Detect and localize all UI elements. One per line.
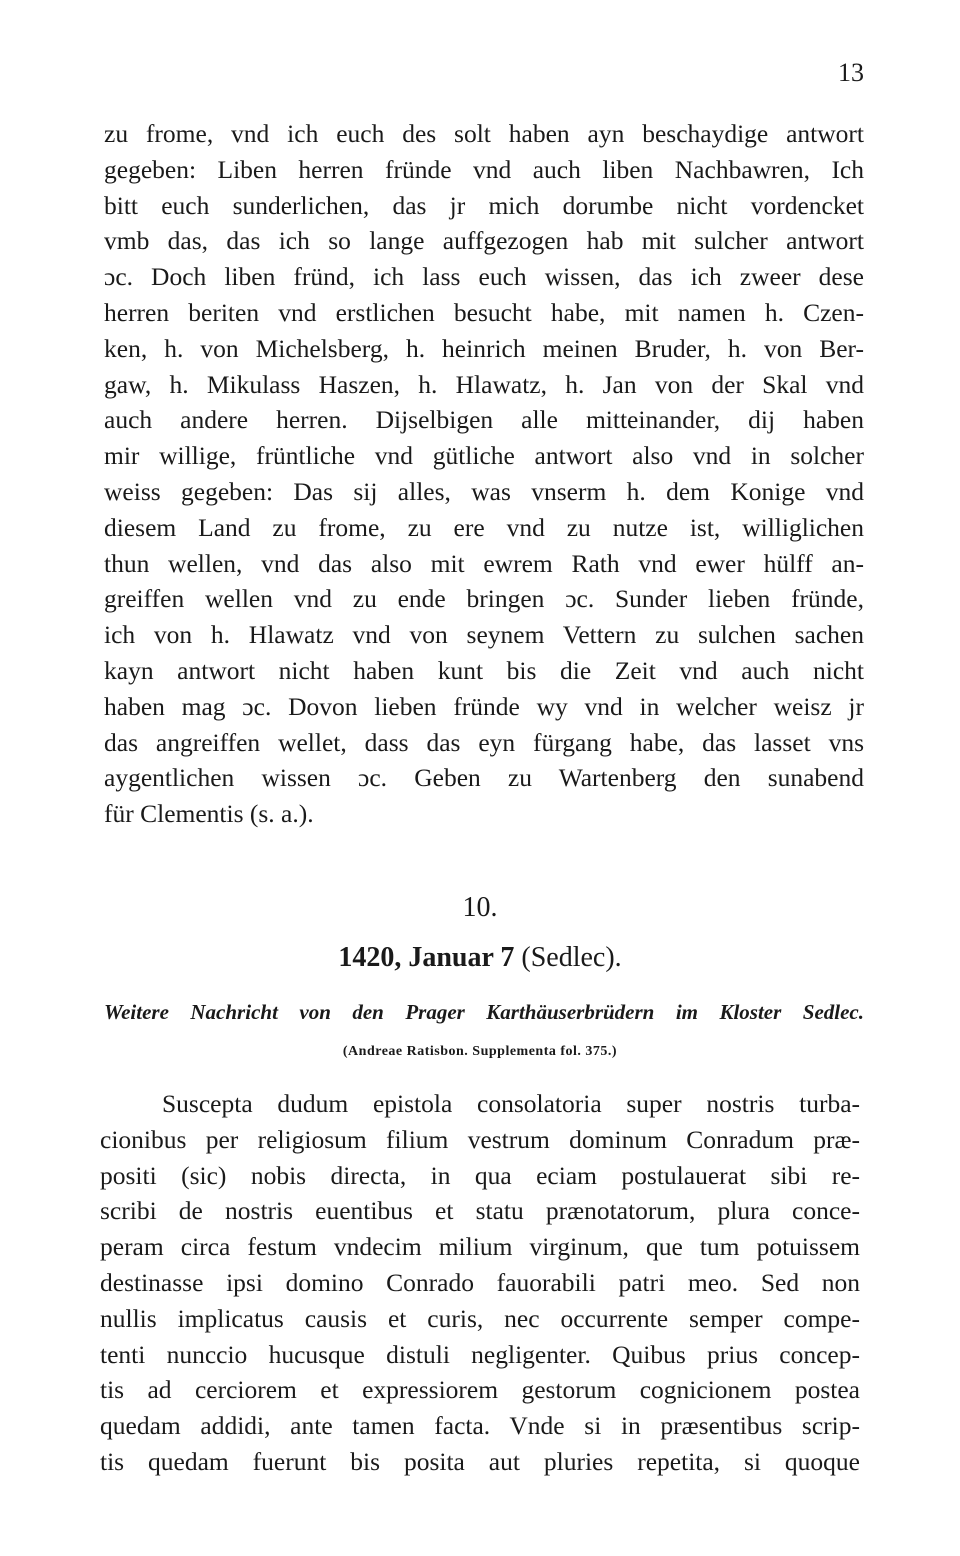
document-source: (Andreae Ratisbon. Supplementa fol. 375.)	[342, 1044, 618, 1059]
text-line: ich von h. Hlawatz vnd von seynem Vettern zu sulchen sachen	[104, 620, 864, 650]
text-line: gegeben: Liben herren fründe vnd auch liben Nachbawren, Ich	[104, 154, 864, 184]
text-line: thun wellen, vnd das also mit ewrem Rath vnd ewer hülff an-	[104, 548, 864, 578]
text-line: haben mag ɔc. Dovon lieben fründe wy vnd in welcher weisz jr	[104, 691, 864, 721]
page-number: 13	[838, 58, 864, 87]
text-line: aygentlichen wissen ɔc. Geben zu Wartenberg den sunabend	[104, 763, 864, 793]
text-line: cionibus per religiosum filium vestrum dominum Conradum præ-	[100, 1124, 860, 1154]
text-line: mir willige, früntliche vnd gütliche antwort also vnd in solcher	[104, 441, 864, 471]
text-line: scribi de nostris euentibus et statu prænotatorum, plura conce-	[100, 1196, 860, 1226]
text-line: positi (sic) nobis directa, in qua eciam postulauerat sibi re-	[100, 1160, 860, 1190]
text-line: destinasse ipsi domino Conrado fauorabili patri meo. Sed non	[100, 1267, 860, 1297]
text-line: quedam addidi, ante tamen facta. Vnde si in præsentibus scrip-	[100, 1411, 860, 1441]
text-line: kayn antwort nicht haben kunt bis die Zeit vnd auch nicht	[104, 655, 864, 685]
text-line: tenti nunccio hucusque distuli negligenter. Quibus prius concep-	[100, 1339, 860, 1369]
text-line: tis ad cerciorem et expressiorem gestorum cognicionem postea	[100, 1375, 860, 1405]
text-line: greiffen wellen vnd zu ende bringen ɔc. Sunder lieben fründe,	[104, 584, 864, 614]
text-line: vmb das, das ich so lange auffgezogen hab mit sulcher antwort	[104, 226, 864, 256]
text-line: Suscepta dudum epistola consolatoria super nostris turba-	[162, 1089, 860, 1118]
text-line: für Clementis (s. a.).	[104, 799, 314, 829]
letter-text-paragraph	[104, 116, 864, 832]
document-summary: Weitere Nachricht von den Prager Karthäuserbrüdern im Kloster Sedlec.	[104, 1000, 864, 1024]
latin-text-paragraph	[100, 1086, 860, 1480]
text-line: bitt euch sunderlichen, das jr mich dorumbe nicht vordencket	[104, 190, 864, 220]
text-line: nullis implicatus causis et curis, nec occurrente semper compe-	[100, 1303, 860, 1333]
text-line: auch andere herren. Dijselbigen alle mitteinander, dij haben	[104, 405, 864, 435]
text-line: diesem Land zu frome, zu ere vnd zu nutze ist, williglichen	[104, 512, 864, 542]
document-date: 1420, Januar 7	[338, 942, 515, 973]
text-line: tis quedam fuerunt bis posita aut pluries repetita, si quoque	[100, 1446, 860, 1476]
text-line: ken, h. von Michelsberg, h. heinrich meinen Bruder, h. von Ber-	[104, 333, 864, 363]
document-place: (Sedlec).	[521, 942, 622, 973]
text-line: ɔc. Doch liben fründ, ich lass euch wissen, das ich zweer dese	[104, 262, 864, 292]
text-line: gaw, h. Mikulass Haszen, h. Hlawatz, h. Jan von der Skal vnd	[104, 369, 864, 399]
document-number: 10.	[462, 892, 498, 923]
text-line: herren beriten vnd erstlichen besucht habe, mit namen h. Czen-	[104, 297, 864, 327]
text-line: zu frome, vnd ich euch des solt haben ayn beschaydige antwort	[104, 119, 864, 148]
text-line: weiss gegeben: Das sij alles, was vnserm h. dem Konige vnd	[104, 476, 864, 506]
document-date-heading	[0, 942, 960, 974]
text-line: das angreiffen wellet, dass das eyn fürgang habe, das lasset vns	[104, 727, 864, 757]
text-line: peram circa festum vndecim milium virginum, que tum potuissem	[100, 1232, 860, 1262]
